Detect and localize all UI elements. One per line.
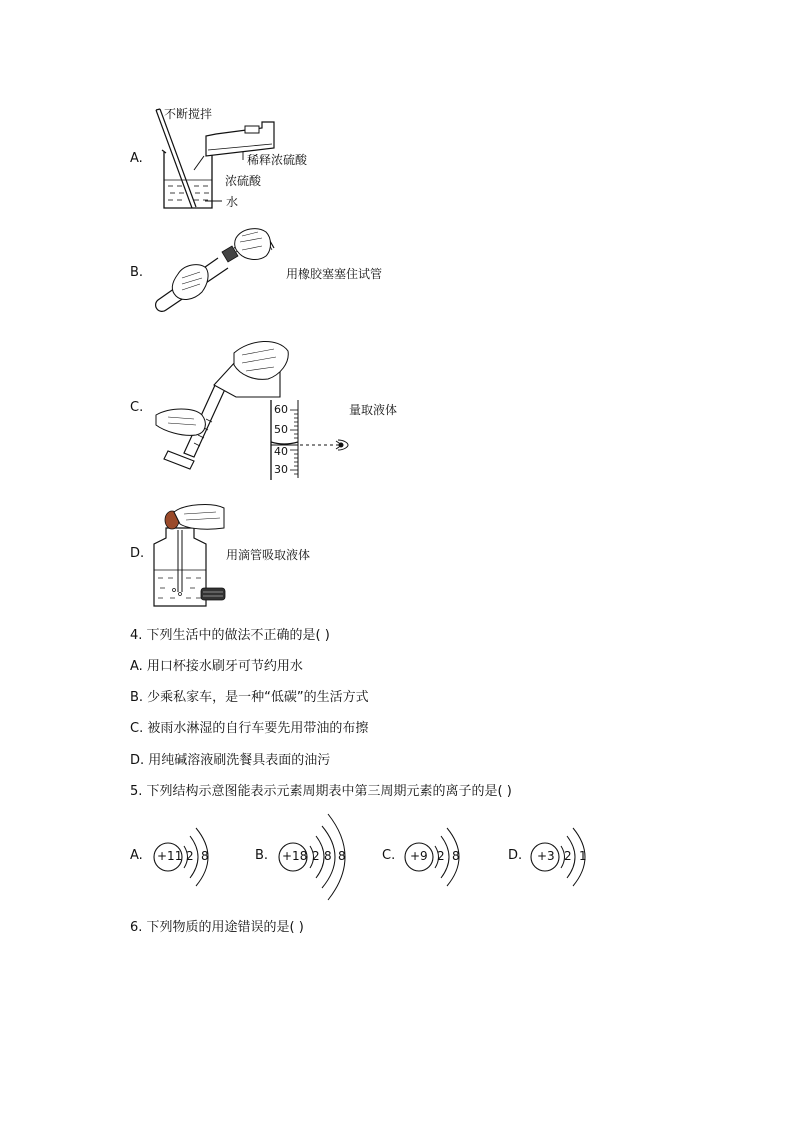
q3-option-a-letter: A.: [130, 151, 143, 166]
q5-b-nucleus: +18: [282, 849, 308, 863]
q4-option-d: D. 用纯碱溶液刷洗餐具表面的油污: [130, 753, 331, 768]
measure-caption: 量取液体: [349, 403, 398, 417]
q5-option-c-letter: C.: [382, 848, 396, 863]
water-label: 水: [226, 195, 239, 209]
q5-b-shell-1: 2: [312, 849, 320, 863]
q4-option-a: A. 用口杯接水刷牙可节约用水: [130, 659, 303, 674]
q3-option-d-letter: D.: [130, 546, 145, 561]
q5-c-nucleus: +9: [410, 849, 428, 863]
q3-option-c-letter: C.: [130, 400, 144, 415]
scale-tick-60: 60: [274, 403, 288, 416]
q5-d-shell-1: 2: [564, 849, 572, 863]
scale-tick-50: 50: [274, 423, 288, 436]
q5-a-shell-2: 8: [201, 849, 209, 863]
q5-b-shell-2: 8: [324, 849, 332, 863]
scale-tick-30: 30: [274, 463, 288, 476]
q4-option-b: B. 少乘私家车，是一种“低碳”的生活方式: [130, 690, 369, 705]
q5-b-shell-3: 8: [338, 849, 346, 863]
stir-label: 不断搅拌: [164, 107, 213, 121]
stopper-caption: 用橡胶塞塞住试管: [286, 267, 383, 281]
q5-option-d-letter: D.: [508, 848, 523, 863]
q4-option-c: C. 被雨水淋湿的自行车要先用带油的布擦: [130, 721, 369, 736]
dropper-caption: 用滴管吸取液体: [226, 548, 311, 562]
concentrated-acid-label: 浓硫酸: [225, 174, 262, 188]
q5-option-a-letter: A.: [130, 848, 143, 863]
q4-stem: 4. 下列生活中的做法不正确的是( ): [130, 628, 330, 643]
q5-stem: 5. 下列结构示意图能表示元素周期表中第三周期元素的离子的是( ): [130, 784, 512, 799]
q5-option-b-letter: B.: [255, 848, 269, 863]
q5-a-nucleus: +11: [157, 849, 183, 863]
dilute-acid-label: 稀释浓硫酸: [247, 153, 308, 167]
q5-c-shell-2: 8: [452, 849, 460, 863]
q5-d-nucleus: +3: [537, 849, 555, 863]
rubber-bulb-icon: [200, 586, 226, 602]
q5-d-shell-2: 1: [579, 849, 587, 863]
test-tube-stopper-diagram: [148, 222, 288, 317]
q3-option-b-letter: B.: [130, 265, 144, 280]
q5-c-shell-1: 2: [437, 849, 445, 863]
scale-tick-40: 40: [274, 445, 288, 458]
q5-a-shell-1: 2: [186, 849, 194, 863]
q6-stem: 6. 下列物质的用途错误的是( ): [130, 920, 304, 935]
